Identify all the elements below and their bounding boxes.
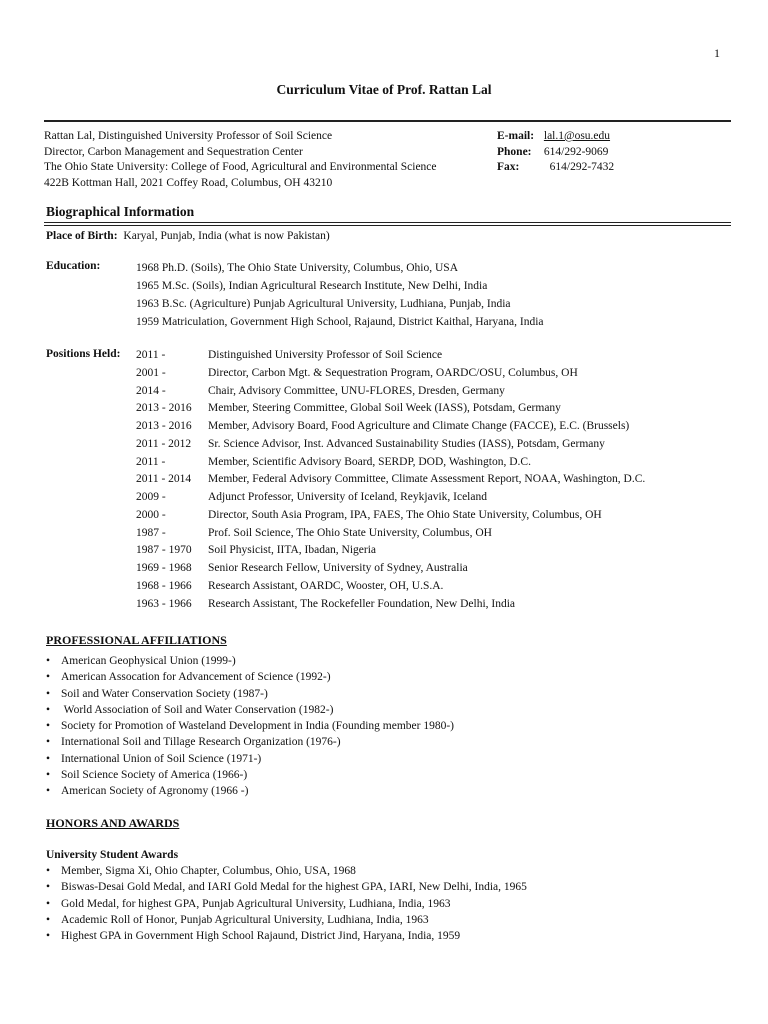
position-desc: Member, Federal Advisory Committee, Climate Assessment Report, NOAA, Washington, D.C. bbox=[208, 473, 646, 486]
list-item: • Academic Roll of Honor, Punjab Agricultural University, Ludhiana, India, 1963 bbox=[46, 913, 429, 926]
contact-address-block bbox=[44, 129, 437, 191]
position-desc: Member, Advisory Board, Food Agriculture and Climate Change (FACCE), E.C. (Brussels) bbox=[208, 420, 630, 432]
phone-value: 614/292-9069 bbox=[543, 145, 609, 158]
list-item: • Highest GPA in Government High School Rajaund, District Jind, Haryana, India, 1959 bbox=[46, 930, 461, 943]
page-number: 1 bbox=[714, 46, 720, 60]
list-item: • American Society of Agronomy (1966 -) bbox=[46, 785, 249, 798]
position-desc: Soil Physicist, IITA, Ibadan, Nigeria bbox=[208, 544, 377, 557]
position-years: 2011 - 2014 bbox=[136, 473, 192, 486]
position-desc: Adjunct Professor, University of Iceland, Reykjavik, Iceland bbox=[208, 491, 487, 503]
position-desc: Chair, Advisory Committee, UNU-FLORES, Dresden, Germany bbox=[208, 384, 505, 397]
list-item: • American Geophysical Union (1999-) bbox=[46, 655, 236, 667]
fax-label: Fax: bbox=[497, 161, 520, 173]
position-years: 2011 - bbox=[136, 455, 166, 468]
position-desc: Director, Carbon Mgt. & Sequestration Program, OARDC/OSU, Columbus, OH bbox=[208, 366, 578, 379]
list-item: • American Assocation for Advancement of Science (1992-) bbox=[46, 671, 331, 684]
affiliations-list bbox=[46, 653, 454, 800]
position-desc: Research Assistant, OARDC, Wooster, OH, U.S.A. bbox=[208, 579, 444, 592]
honors-heading: HONORS AND AWARDS bbox=[46, 816, 180, 830]
list-item: • Soil and Water Conservation Society (1987-) bbox=[46, 687, 268, 700]
education-item: 1965 M.Sc. (Soils), Indian Agricultural Research Institute, New Delhi, India bbox=[136, 280, 488, 292]
position-desc: Senior Research Fellow, University of Sydney, Australia bbox=[208, 562, 468, 574]
position-years: 2011 - 2012 bbox=[136, 437, 192, 450]
affiliations-heading: PROFESSIONAL AFFILIATIONS bbox=[46, 633, 227, 647]
position-desc: Member, Steering Committee, Global Soil Week (IASS), Potsdam, Germany bbox=[208, 402, 561, 415]
bio-heading: Biographical Information bbox=[46, 204, 195, 219]
list-item: • Soil Science Society of America (1966-) bbox=[46, 769, 248, 782]
list-item: • International Union of Soil Science (1971-) bbox=[46, 752, 262, 765]
position-desc: Distinguished University Professor of Soil Science bbox=[208, 349, 443, 361]
page-title: Curriculum Vitae of Prof. Rattan Lal bbox=[276, 82, 492, 97]
list-item: • Society for Promotion of Wasteland Development in India (Founding member 1980-) bbox=[46, 720, 454, 733]
header-rule bbox=[44, 120, 731, 122]
birth-value: Karyal, Punjab, India (what is now Pakistan) bbox=[123, 230, 330, 242]
position-desc: Prof. Soil Science, The Ohio State University, Columbus, OH bbox=[208, 526, 492, 539]
position-years: 2009 - bbox=[136, 491, 166, 503]
position-years: 2013 - 2016 bbox=[136, 402, 192, 415]
header-line: 422B Kottman Hall, 2021 Coffey Road, Columbus, OH 43210 bbox=[44, 176, 333, 189]
birth-label: Place of Birth: bbox=[46, 230, 118, 242]
list-item: • World Association of Soil and Water Conservation (1982-) bbox=[46, 703, 334, 716]
bio-rule bbox=[44, 222, 731, 226]
student-awards-heading: University Student Awards bbox=[46, 849, 179, 861]
place-of-birth bbox=[46, 230, 330, 242]
positions-years bbox=[136, 347, 192, 613]
positions-label: Positions Held: bbox=[46, 348, 121, 360]
education-item: 1968 Ph.D. (Soils), The Ohio State University, Columbus, Ohio, USA bbox=[136, 262, 459, 274]
position-desc: Sr. Science Advisor, Inst. Advanced Sustainability Studies (IASS), Potsdam, Germany bbox=[208, 437, 605, 450]
position-years: 1969 - 1968 bbox=[136, 562, 192, 574]
positions-descriptions bbox=[208, 347, 645, 613]
position-years: 1963 - 1966 bbox=[136, 597, 192, 610]
position-years: 2000 - bbox=[136, 508, 166, 521]
fax-value: 614/292-7432 bbox=[549, 161, 615, 173]
header-line: Rattan Lal, Distinguished University Professor of Soil Science bbox=[44, 130, 333, 142]
education-item: 1963 B.Sc. (Agriculture) Punjab Agricultural University, Ludhiana, Punjab, India bbox=[136, 298, 511, 310]
position-desc: Member, Scientific Advisory Board, SERDP, DOD, Washington, D.C. bbox=[208, 455, 531, 468]
list-item: • Member, Sigma Xi, Ohio Chapter, Columbus, Ohio, USA, 1968 bbox=[46, 865, 356, 877]
position-years: 1968 - 1966 bbox=[136, 579, 192, 592]
education-item: 1959 Matriculation, Government High School, Rajaund, District Kaithal, Haryana, India bbox=[136, 316, 544, 328]
position-years: 2013 - 2016 bbox=[136, 420, 192, 432]
email-link[interactable]: lal.1@osu.edu bbox=[543, 130, 611, 142]
position-years: 2001 - bbox=[136, 366, 166, 379]
position-years: 2011 - bbox=[136, 349, 166, 361]
header-line: Director, Carbon Management and Sequestration Center bbox=[44, 145, 303, 158]
phone-label: Phone: bbox=[497, 145, 532, 158]
list-item: • Gold Medal, for highest GPA, Punjab Agricultural University, Ludhiana, India, 1963 bbox=[46, 897, 451, 910]
position-years: 1987 - 1970 bbox=[136, 544, 192, 557]
list-item: • Biswas-Desai Gold Medal, and IARI Gold Medal for the highest GPA, IARI, New Delhi, India, 1965 bbox=[46, 881, 527, 894]
position-years: 1987 - bbox=[136, 526, 166, 539]
position-desc: Research Assistant, The Rockefeller Foundation, New Delhi, India bbox=[208, 597, 516, 610]
contact-info bbox=[497, 129, 614, 176]
email-label: E-mail: bbox=[497, 130, 535, 142]
position-desc: Director, South Asia Program, IPA, FAES, The Ohio State University, Columbus, OH bbox=[208, 508, 602, 521]
honors-list bbox=[46, 863, 527, 944]
education-label: Education: bbox=[46, 260, 101, 272]
header-line: The Ohio State University: College of Food, Agricultural and Environmental Science bbox=[44, 161, 437, 173]
education-list bbox=[136, 259, 544, 331]
position-years: 2014 - bbox=[136, 384, 166, 397]
list-item: • International Soil and Tillage Research Organization (1976-) bbox=[46, 736, 341, 749]
